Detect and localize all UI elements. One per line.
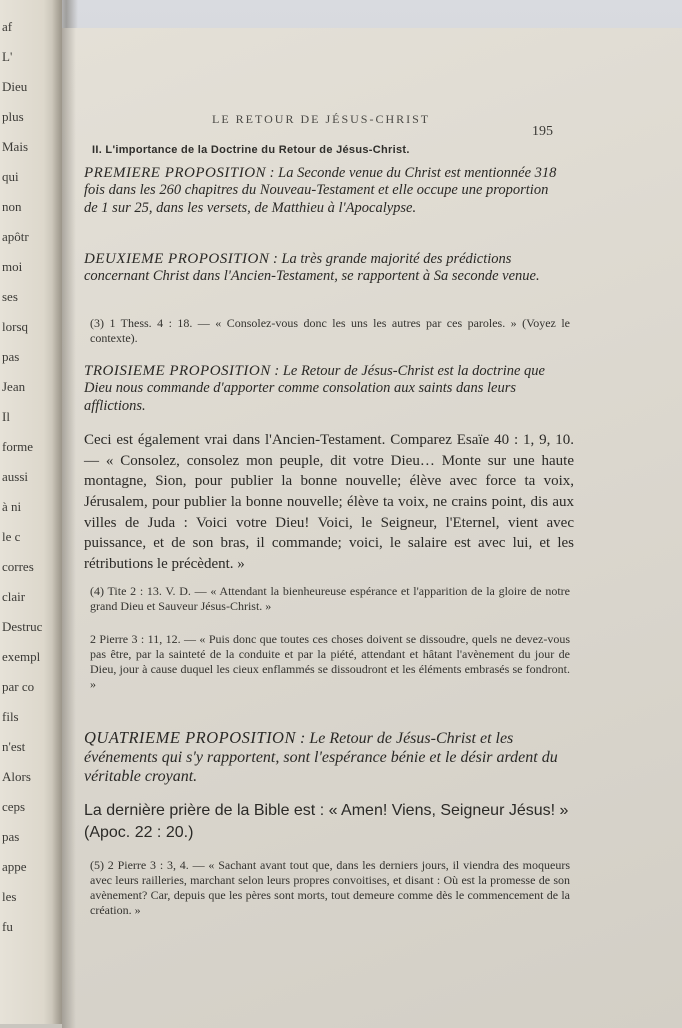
book-page — [62, 28, 682, 1028]
proposition-4-text: : Le Retour de Jésus-Christ et les événements qui s'y rapportent, sont l'espérance bénie et le désir ardent du véritable croyant. — [84, 730, 558, 786]
left-page-fragment: appe — [2, 859, 27, 874]
left-page-fragment: exempl — [2, 649, 41, 664]
left-page-fragment: corres — [2, 559, 34, 574]
page-number: 195 — [532, 124, 553, 139]
left-page-fragment: fils — [2, 709, 19, 724]
left-page-fragment: ceps — [2, 799, 26, 814]
left-page-fragment: aussi — [2, 469, 28, 484]
left-page-fragment: les — [2, 889, 17, 904]
proposition-2-text: : La très grande majorité des prédictions concernant Christ dans l'Ancien-Testament, se rapportent à Sa seconde venue. — [84, 251, 540, 285]
left-page-fragment: qui — [2, 169, 19, 184]
page-fold-shadow — [62, 28, 76, 1028]
running-head: LE RETOUR DE JÉSUS-CHRIST — [212, 112, 431, 126]
proposition-4 — [84, 728, 564, 787]
section-heading: II. L'importance de la Doctrine du Retour de Jésus-Christ. — [92, 144, 410, 156]
proposition-1 — [84, 164, 564, 217]
left-page-fragment: à ni — [2, 499, 22, 514]
left-page-fragment: pas — [2, 829, 20, 844]
final-prayer-line: La dernière prière de la Bible est : « Amen! Viens, Seigneur Jésus! » (Apoc. 22 : 20.) — [84, 802, 569, 842]
left-page-fragment: Alors — [2, 769, 31, 784]
left-page-fragment: le c — [2, 529, 21, 544]
proposition-3-title: TROISIEME PROPOSITION — [84, 363, 271, 379]
left-page-fragment: lorsq — [2, 319, 28, 334]
footnote-4-tite: (4) Tite 2 : 13. V. D. — « Attendant la bienheureuse espérance et l'apparition de la gloire de notre grand Dieu et Sauveur Jésus-Christ. » — [90, 584, 570, 613]
left-page-fragment: Jean — [2, 379, 26, 394]
footnote-3: (3) 1 Thess. 4 : 18. — « Consolez-vous donc les uns les autres par ces paroles. » (Voyez le contexte). — [90, 316, 570, 345]
left-page-fragment: Il — [2, 409, 10, 424]
left-page-fragment: non — [2, 199, 22, 214]
left-page-fragment: Dieu — [2, 79, 28, 94]
proposition-2 — [84, 250, 564, 286]
left-page-fragment: par co — [2, 679, 35, 694]
left-page-fragment: moi — [2, 259, 23, 274]
proposition-1-title: PREMIERE PROPOSITION — [84, 165, 267, 181]
proposition-1-text: : La Seconde venue du Christ est mentionnée 318 fois dans les 260 chapitres du Nouveau-Testament et elle occupe une proportion de 1 sur 25, dans les versets, de Matthieu à l'Apocalypse. — [84, 165, 557, 216]
footnote-4-pierre: 2 Pierre 3 : 11, 12. — « Puis donc que toutes ces choses doivent se dissoudre, quels ne devez-vous pas être, par la sainteté de la conduite et par la piété, attendant et hâtant l'avènement du jour de Dieu, jour à cause duquel les cieux enflammés se dissoudront et les éléments embrasés se fondront. » — [90, 632, 570, 691]
left-page-fragment: forme — [2, 439, 34, 454]
left-page-fragment: n'est — [2, 739, 26, 754]
left-page-fragment: af — [2, 19, 13, 34]
left-page-fragment: apôtr — [2, 229, 29, 244]
footnote-5: (5) 2 Pierre 3 : 3, 4. — « Sachant avant tout que, dans les derniers jours, il viendra des moqueurs avec leurs railleries, marchant selon leurs propres convoitises, et disant : Où est la promesse de son avènement? Car, depuis que les pères sont morts, tout demeure comme dès le commencement de la création. » — [90, 858, 570, 917]
left-page-fragment: ses — [2, 289, 18, 304]
left-page-fragment: Destruc — [2, 619, 43, 634]
left-page-fragment: pas — [2, 349, 20, 364]
left-page-fragment: Mais — [2, 139, 28, 154]
left-page-fragment: clair — [2, 589, 26, 604]
proposition-3 — [84, 362, 564, 415]
paragraph-esaie: Ceci est également vrai dans l'Ancien-Testament. Comparez Esaïe 40 : 1, 9, 10. — « Consolez, consolez mon peuple, dit votre Dieu… Monte sur une haute montagne, Sion, pour publier la bonne nouvelle; élève avec force ta voix, Jérusalem, pour publier la bonne nouvelle; élève ta voix, ne crains point, dis aux villes de Juda : Voici votre Dieu! Voici, le Seigneur, l'Eternel, vient avec puissance, et de son bras, il commande; voici, le salaire est avec lui, et les rétributions le précèdent. » — [84, 432, 574, 573]
left-page-fragment: fu — [2, 919, 13, 934]
left-page-fragment: plus — [2, 109, 24, 124]
proposition-4-title: QUATRIEME PROPOSITION — [84, 728, 296, 747]
proposition-2-title: DEUXIEME PROPOSITION — [84, 251, 270, 267]
left-page-fragment: L' — [2, 49, 13, 64]
proposition-3-text: : Le Retour de Jésus-Christ est la doctrine que Dieu nous commande d'apporter comme consolation aux saints dans leurs afflictions. — [84, 363, 545, 414]
